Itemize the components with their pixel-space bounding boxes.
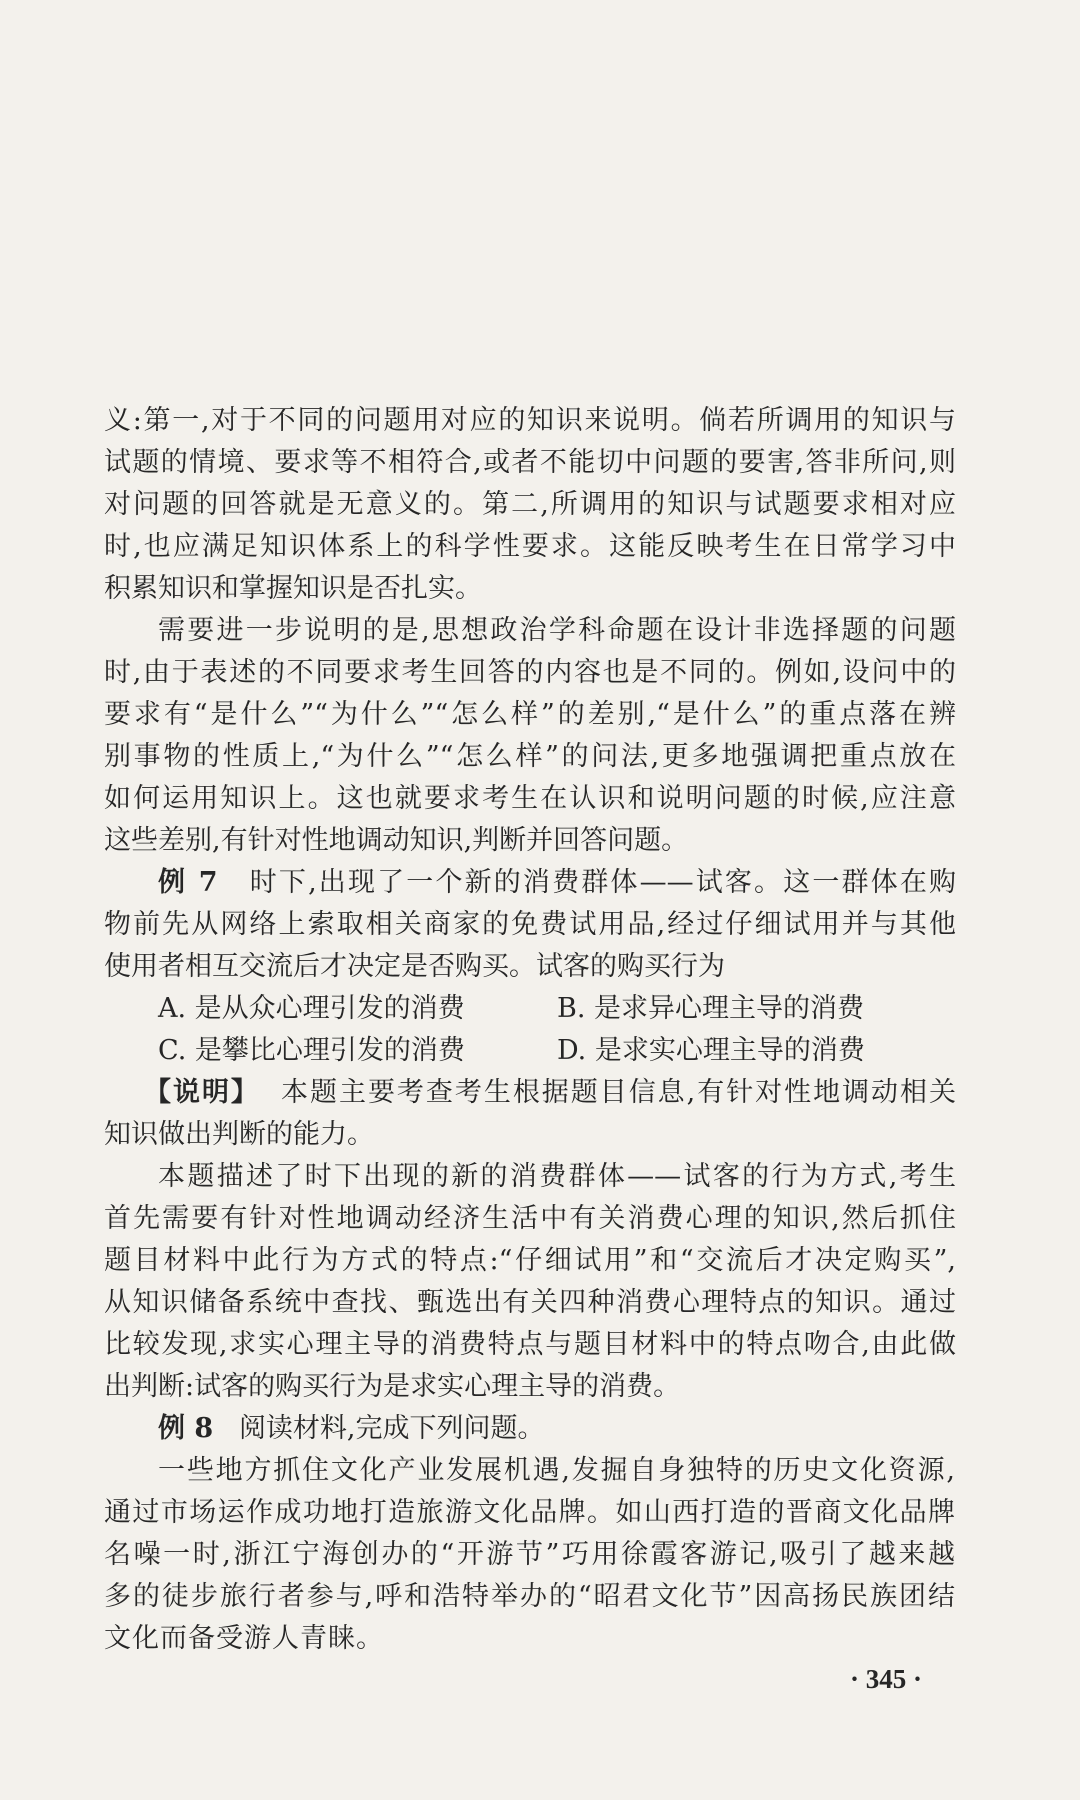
text-line: 时,由于表述的不同要求考生回答的内容也是不同的。例如,设问中的 bbox=[104, 657, 956, 688]
text-line: 出判断:试客的购买行为是求实心理主导的消费。 bbox=[104, 1371, 681, 1402]
text-line: 时,也应满足知识体系上的科学性要求。这能反映考生在日常学习中 bbox=[104, 531, 956, 562]
text-line: 多的徒步旅行者参与,呼和浩特举办的“昭君文化节”因高扬民族团结 bbox=[104, 1581, 956, 1612]
option-c: C. 是攀比心理引发的消费 bbox=[158, 1035, 465, 1066]
text-line: 比较发现,求实心理主导的消费特点与题目材料中的特点吻合,由此做 bbox=[104, 1329, 956, 1360]
text-line bbox=[104, 1408, 956, 1450]
example-label: 例 7 bbox=[158, 867, 218, 898]
option-b: B. 是求异心理主导的消费 bbox=[557, 993, 865, 1024]
page-body bbox=[104, 400, 956, 1660]
explanation-text: 本题主要考查考生根据题目信息,有针对性地调动相关 bbox=[281, 1077, 956, 1108]
text-line: 首先需要有针对性地调动经济生活中有关消费心理的知识,然后抓住 bbox=[104, 1203, 956, 1234]
text-line: 这些差别,有针对性地调动知识,判断并回答问题。 bbox=[104, 825, 689, 856]
example-8 bbox=[104, 1408, 956, 1450]
text-line: 使用者相互交流后才决定是否购买。试客的购买行为 bbox=[104, 951, 725, 982]
text-line: 文化而备受游人青睐。 bbox=[104, 1623, 384, 1654]
explanation bbox=[104, 1072, 956, 1156]
text-line: 名噪一时,浙江宁海创办的“开游节”巧用徐霞客游记,吸引了越来越 bbox=[104, 1539, 956, 1570]
paragraph-3 bbox=[104, 1156, 956, 1408]
text-line: 积累知识和掌握知识是否扎实。 bbox=[104, 573, 482, 604]
text-line: 物前先从网络上索取相关商家的免费试用品,经过仔细试用并与其他 bbox=[104, 909, 956, 940]
page-number: · 345 · bbox=[850, 1664, 923, 1694]
text-line bbox=[104, 1072, 956, 1114]
text-line: 本题描述了时下出现的新的消费群体——试客的行为方式,考生 bbox=[158, 1161, 956, 1192]
text-line: 需要进一步说明的是,思想政治学科命题在设计非选择题的问题 bbox=[158, 615, 956, 646]
text-line bbox=[104, 862, 956, 904]
paragraph-1 bbox=[104, 400, 956, 610]
option-a: A. 是从众心理引发的消费 bbox=[158, 993, 465, 1024]
paragraph-2 bbox=[104, 610, 956, 862]
reading-material bbox=[104, 1450, 956, 1660]
example-text: 阅读材料,完成下列问题。 bbox=[238, 1413, 545, 1444]
text-line: 义:第一,对于不同的问题用对应的知识来说明。倘若所调用的知识与 bbox=[104, 405, 956, 436]
text-line: 题目材料中此行为方式的特点:“仔细试用”和“交流后才决定购买”, bbox=[104, 1245, 956, 1276]
example-text: 时下,出现了一个新的消费群体——试客。这一群体在购 bbox=[249, 867, 956, 898]
text-line: 如何运用知识上。这也就要求考生在认识和说明问题的时候,应注意 bbox=[104, 783, 956, 814]
text-line: 从知识储备系统中查找、甄选出有关四种消费心理特点的知识。通过 bbox=[104, 1287, 956, 1318]
explanation-label: 【说明】 bbox=[144, 1077, 260, 1108]
text-line: 试题的情境、要求等不相符合,或者不能切中问题的要害,答非所问,则 bbox=[104, 447, 956, 478]
text-line: 一些地方抓住文化产业发展机遇,发掘自身独特的历史文化资源, bbox=[158, 1455, 956, 1486]
options-row bbox=[104, 988, 956, 1030]
example-7 bbox=[104, 862, 956, 1072]
text-line: 要求有“是什么”“为什么”“怎么样”的差别,“是什么”的重点落在辨 bbox=[104, 699, 956, 730]
example-label: 例 8 bbox=[158, 1413, 214, 1444]
text-line: 别事物的性质上,“为什么”“怎么样”的问法,更多地强调把重点放在 bbox=[104, 741, 956, 772]
text-line: 知识做出判断的能力。 bbox=[104, 1119, 374, 1150]
text-line: 对问题的回答就是无意义的。第二,所调用的知识与试题要求相对应 bbox=[104, 489, 956, 520]
option-d: D. 是求实心理主导的消费 bbox=[557, 1035, 865, 1066]
options-row bbox=[104, 1030, 956, 1072]
text-line: 通过市场运作成功地打造旅游文化品牌。如山西打造的晋商文化品牌 bbox=[104, 1497, 956, 1528]
